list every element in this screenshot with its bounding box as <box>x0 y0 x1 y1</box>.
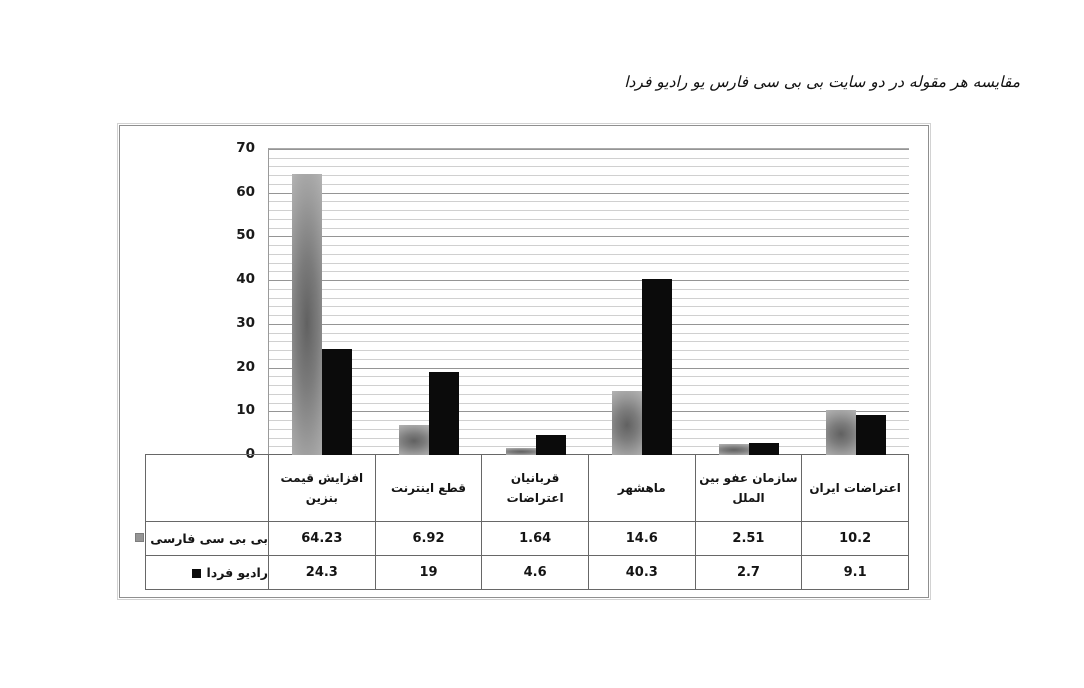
y-axis-label: 40 <box>236 271 255 288</box>
gridline-minor <box>269 166 909 167</box>
value-cell: 2.51 <box>695 522 802 556</box>
gridline-minor <box>269 376 909 377</box>
gridline-major <box>269 193 909 194</box>
chart-figure <box>119 125 929 598</box>
value-cell: 2.7 <box>695 556 802 590</box>
gridline-minor <box>269 403 909 404</box>
value-cell: 40.3 <box>588 556 695 590</box>
gridline-major <box>269 280 909 281</box>
category-header-cell: قطع اینترنت <box>375 455 482 522</box>
gridline-minor <box>269 158 909 159</box>
gridline-major <box>269 236 909 237</box>
category-header-cell: قربانیان اعتراضات <box>482 455 589 522</box>
bar-bbc-persian <box>506 448 536 455</box>
gridline-minor <box>269 315 909 316</box>
y-axis-label: 50 <box>236 227 255 244</box>
table-row <box>146 556 909 590</box>
value-cell: 14.6 <box>588 522 695 556</box>
gridline-minor <box>269 420 909 421</box>
y-axis-label: 0 <box>245 446 255 462</box>
category-header-cell: سازمان عفو بین الملل <box>695 455 802 522</box>
gridline-minor <box>269 350 909 351</box>
value-cell: 6.92 <box>375 522 482 556</box>
bar-bbc-persian <box>612 391 642 455</box>
value-cell: 24.3 <box>269 556 376 590</box>
gridline-minor <box>269 254 909 255</box>
gridline-minor <box>269 210 909 211</box>
table-row <box>146 522 909 556</box>
y-axis <box>120 126 255 486</box>
plot-area <box>268 148 909 455</box>
value-cell: 1.64 <box>482 522 589 556</box>
gridline-major <box>269 324 909 325</box>
gridline-minor <box>269 175 909 176</box>
bar-radio-farda <box>429 372 459 455</box>
legend-key-gray-icon <box>135 533 144 542</box>
legend-row-label <box>146 556 269 590</box>
data-table <box>145 454 909 590</box>
bar-radio-farda <box>322 349 352 455</box>
bar-bbc-persian <box>826 410 856 455</box>
gridline-major <box>269 411 909 412</box>
gridline-minor <box>269 184 909 185</box>
category-header-cell: افزایش قیمت بنزین <box>269 455 376 522</box>
value-cell: 9.1 <box>802 556 909 590</box>
y-axis-label: 30 <box>236 314 255 331</box>
chart-title: مقایسه هر مقوله در دو سایت بی بی سی فارس یو رادیو فردا <box>624 73 1020 91</box>
bar-radio-farda <box>642 279 672 455</box>
bar-radio-farda <box>536 435 566 455</box>
gridline-minor <box>269 394 909 395</box>
gridline-major <box>269 368 909 369</box>
gridline-minor <box>269 271 909 272</box>
y-axis-label: 20 <box>236 358 255 375</box>
gridline-minor <box>269 385 909 386</box>
gridline-minor <box>269 228 909 229</box>
bar-radio-farda <box>749 443 779 455</box>
table-corner-cell <box>146 455 269 522</box>
gridline-minor <box>269 438 909 439</box>
gridline-minor <box>269 306 909 307</box>
bar-bbc-persian <box>719 444 749 455</box>
legend-row-label <box>146 522 269 556</box>
gridline-minor <box>269 429 909 430</box>
gridline-minor <box>269 341 909 342</box>
legend-key-black-icon <box>192 569 201 578</box>
gridline-minor <box>269 359 909 360</box>
gridline-minor <box>269 446 909 447</box>
gridline-minor <box>269 289 909 290</box>
series-name: رادیو فردا <box>206 565 268 580</box>
y-axis-label: 60 <box>236 183 255 200</box>
value-cell: 19 <box>375 556 482 590</box>
gridline-minor <box>269 245 909 246</box>
category-header-cell: اعتراضات ایران <box>802 455 909 522</box>
value-cell: 64.23 <box>269 522 376 556</box>
bar-bbc-persian <box>399 425 429 455</box>
category-header-cell: ماهشهر <box>588 455 695 522</box>
value-cell: 10.2 <box>802 522 909 556</box>
gridline-major <box>269 149 909 150</box>
gridline-minor <box>269 298 909 299</box>
gridline-minor <box>269 333 909 334</box>
gridline-minor <box>269 263 909 264</box>
gridline-minor <box>269 219 909 220</box>
y-axis-label: 10 <box>236 402 255 419</box>
gridline-minor <box>269 201 909 202</box>
bar-radio-farda <box>856 415 886 455</box>
value-cell: 4.6 <box>482 556 589 590</box>
bar-bbc-persian <box>292 174 322 455</box>
series-name: بی بی سی فارسی <box>150 531 268 546</box>
y-axis-label: 70 <box>236 140 255 156</box>
